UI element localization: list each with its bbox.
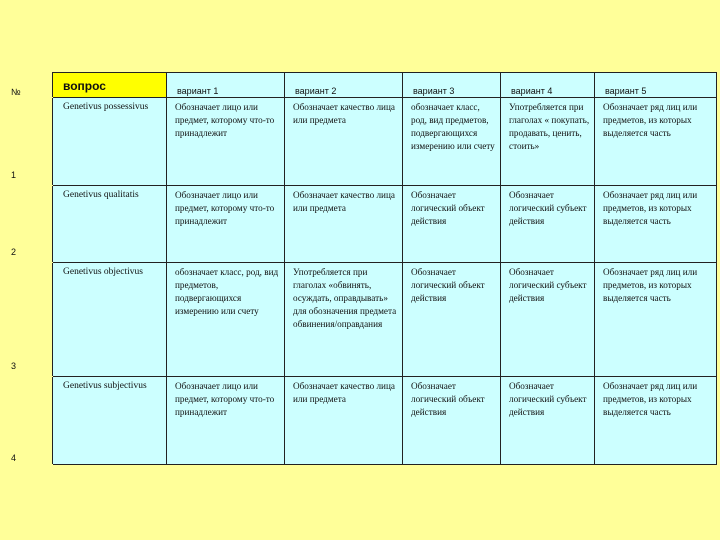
row-number-cell bbox=[7, 186, 53, 263]
header-variant-1: вариант 1 bbox=[167, 73, 285, 98]
answer-cell[interactable]: Обозначает ряд лиц или предметов, из которых выделяется часть bbox=[595, 377, 717, 465]
table-row bbox=[7, 263, 717, 377]
answer-cell[interactable]: Обозначает ряд лиц или предметов, из которых выделяется часть bbox=[595, 98, 717, 186]
question-cell: Genetivus objectivus bbox=[53, 263, 167, 377]
answer-cell[interactable]: Обозначает логический субъект действия bbox=[501, 263, 595, 377]
table-row bbox=[7, 186, 717, 263]
answer-cell[interactable]: обозначает класс, род, вид предметов, подвергающихся измерению или счету bbox=[167, 263, 285, 377]
header-variant-5: вариант 5 bbox=[595, 73, 717, 98]
number-sign-label: № bbox=[11, 87, 21, 97]
answer-cell[interactable]: Обозначает лицо или предмет, которому что-то принадлежит bbox=[167, 98, 285, 186]
answer-cell[interactable]: Обозначает ряд лиц или предметов, из которых выделяется часть bbox=[595, 186, 717, 263]
row-number: 2 bbox=[11, 247, 17, 257]
answer-cell[interactable]: Обозначает логический субъект действия bbox=[501, 377, 595, 465]
answer-cell[interactable]: Употребляется при глаголах «обвинять, осуждать, оправдывать» для обозначения предмета обвинения/оправдания bbox=[285, 263, 403, 377]
question-cell: Genetivus subjectivus bbox=[53, 377, 167, 465]
header-question: вопрос bbox=[53, 73, 167, 98]
header-variant-4: вариант 4 bbox=[501, 73, 595, 98]
table-row bbox=[7, 377, 717, 465]
number-column-header bbox=[7, 73, 53, 98]
answer-cell[interactable]: Обозначает качество лица или предмета bbox=[285, 98, 403, 186]
row-number-cell bbox=[7, 98, 53, 186]
answer-cell[interactable]: Употребляется при глаголах « покупать, продавать, ценить, стоить» bbox=[501, 98, 595, 186]
row-number: 3 bbox=[11, 361, 17, 371]
answer-cell[interactable]: Обозначает логический субъект действия bbox=[501, 186, 595, 263]
answer-cell[interactable]: Обозначает качество лица или предмета bbox=[285, 186, 403, 263]
row-number-cell bbox=[7, 263, 53, 377]
answer-cell[interactable]: Обозначает логический объект действия bbox=[403, 186, 501, 263]
header-variant-2: вариант 2 bbox=[285, 73, 403, 98]
answer-cell[interactable]: Обозначает ряд лиц или предметов, из которых выделяется часть bbox=[595, 263, 717, 377]
row-number: 4 bbox=[11, 453, 17, 463]
answer-cell[interactable]: обозначает класс, род, вид предметов, подвергающихся измерению или счету bbox=[403, 98, 501, 186]
answer-cell[interactable]: Обозначает логический объект действия bbox=[403, 263, 501, 377]
question-cell: Genetivus possessivus bbox=[53, 98, 167, 186]
table-row bbox=[7, 98, 717, 186]
question-cell: Genetivus qualitatis bbox=[53, 186, 167, 263]
answer-cell[interactable]: Обозначает лицо или предмет, которому что-то принадлежит bbox=[167, 186, 285, 263]
quiz-table bbox=[6, 72, 717, 465]
quiz-table-area bbox=[6, 72, 716, 462]
row-number-cell bbox=[7, 377, 53, 465]
header-row bbox=[7, 73, 717, 98]
header-variant-3: вариант 3 bbox=[403, 73, 501, 98]
answer-cell[interactable]: Обозначает качество лица или предмета bbox=[285, 377, 403, 465]
row-number: 1 bbox=[11, 170, 17, 180]
answer-cell[interactable]: Обозначает лицо или предмет, которому что-то принадлежит bbox=[167, 377, 285, 465]
answer-cell[interactable]: Обозначает логический объект действия bbox=[403, 377, 501, 465]
